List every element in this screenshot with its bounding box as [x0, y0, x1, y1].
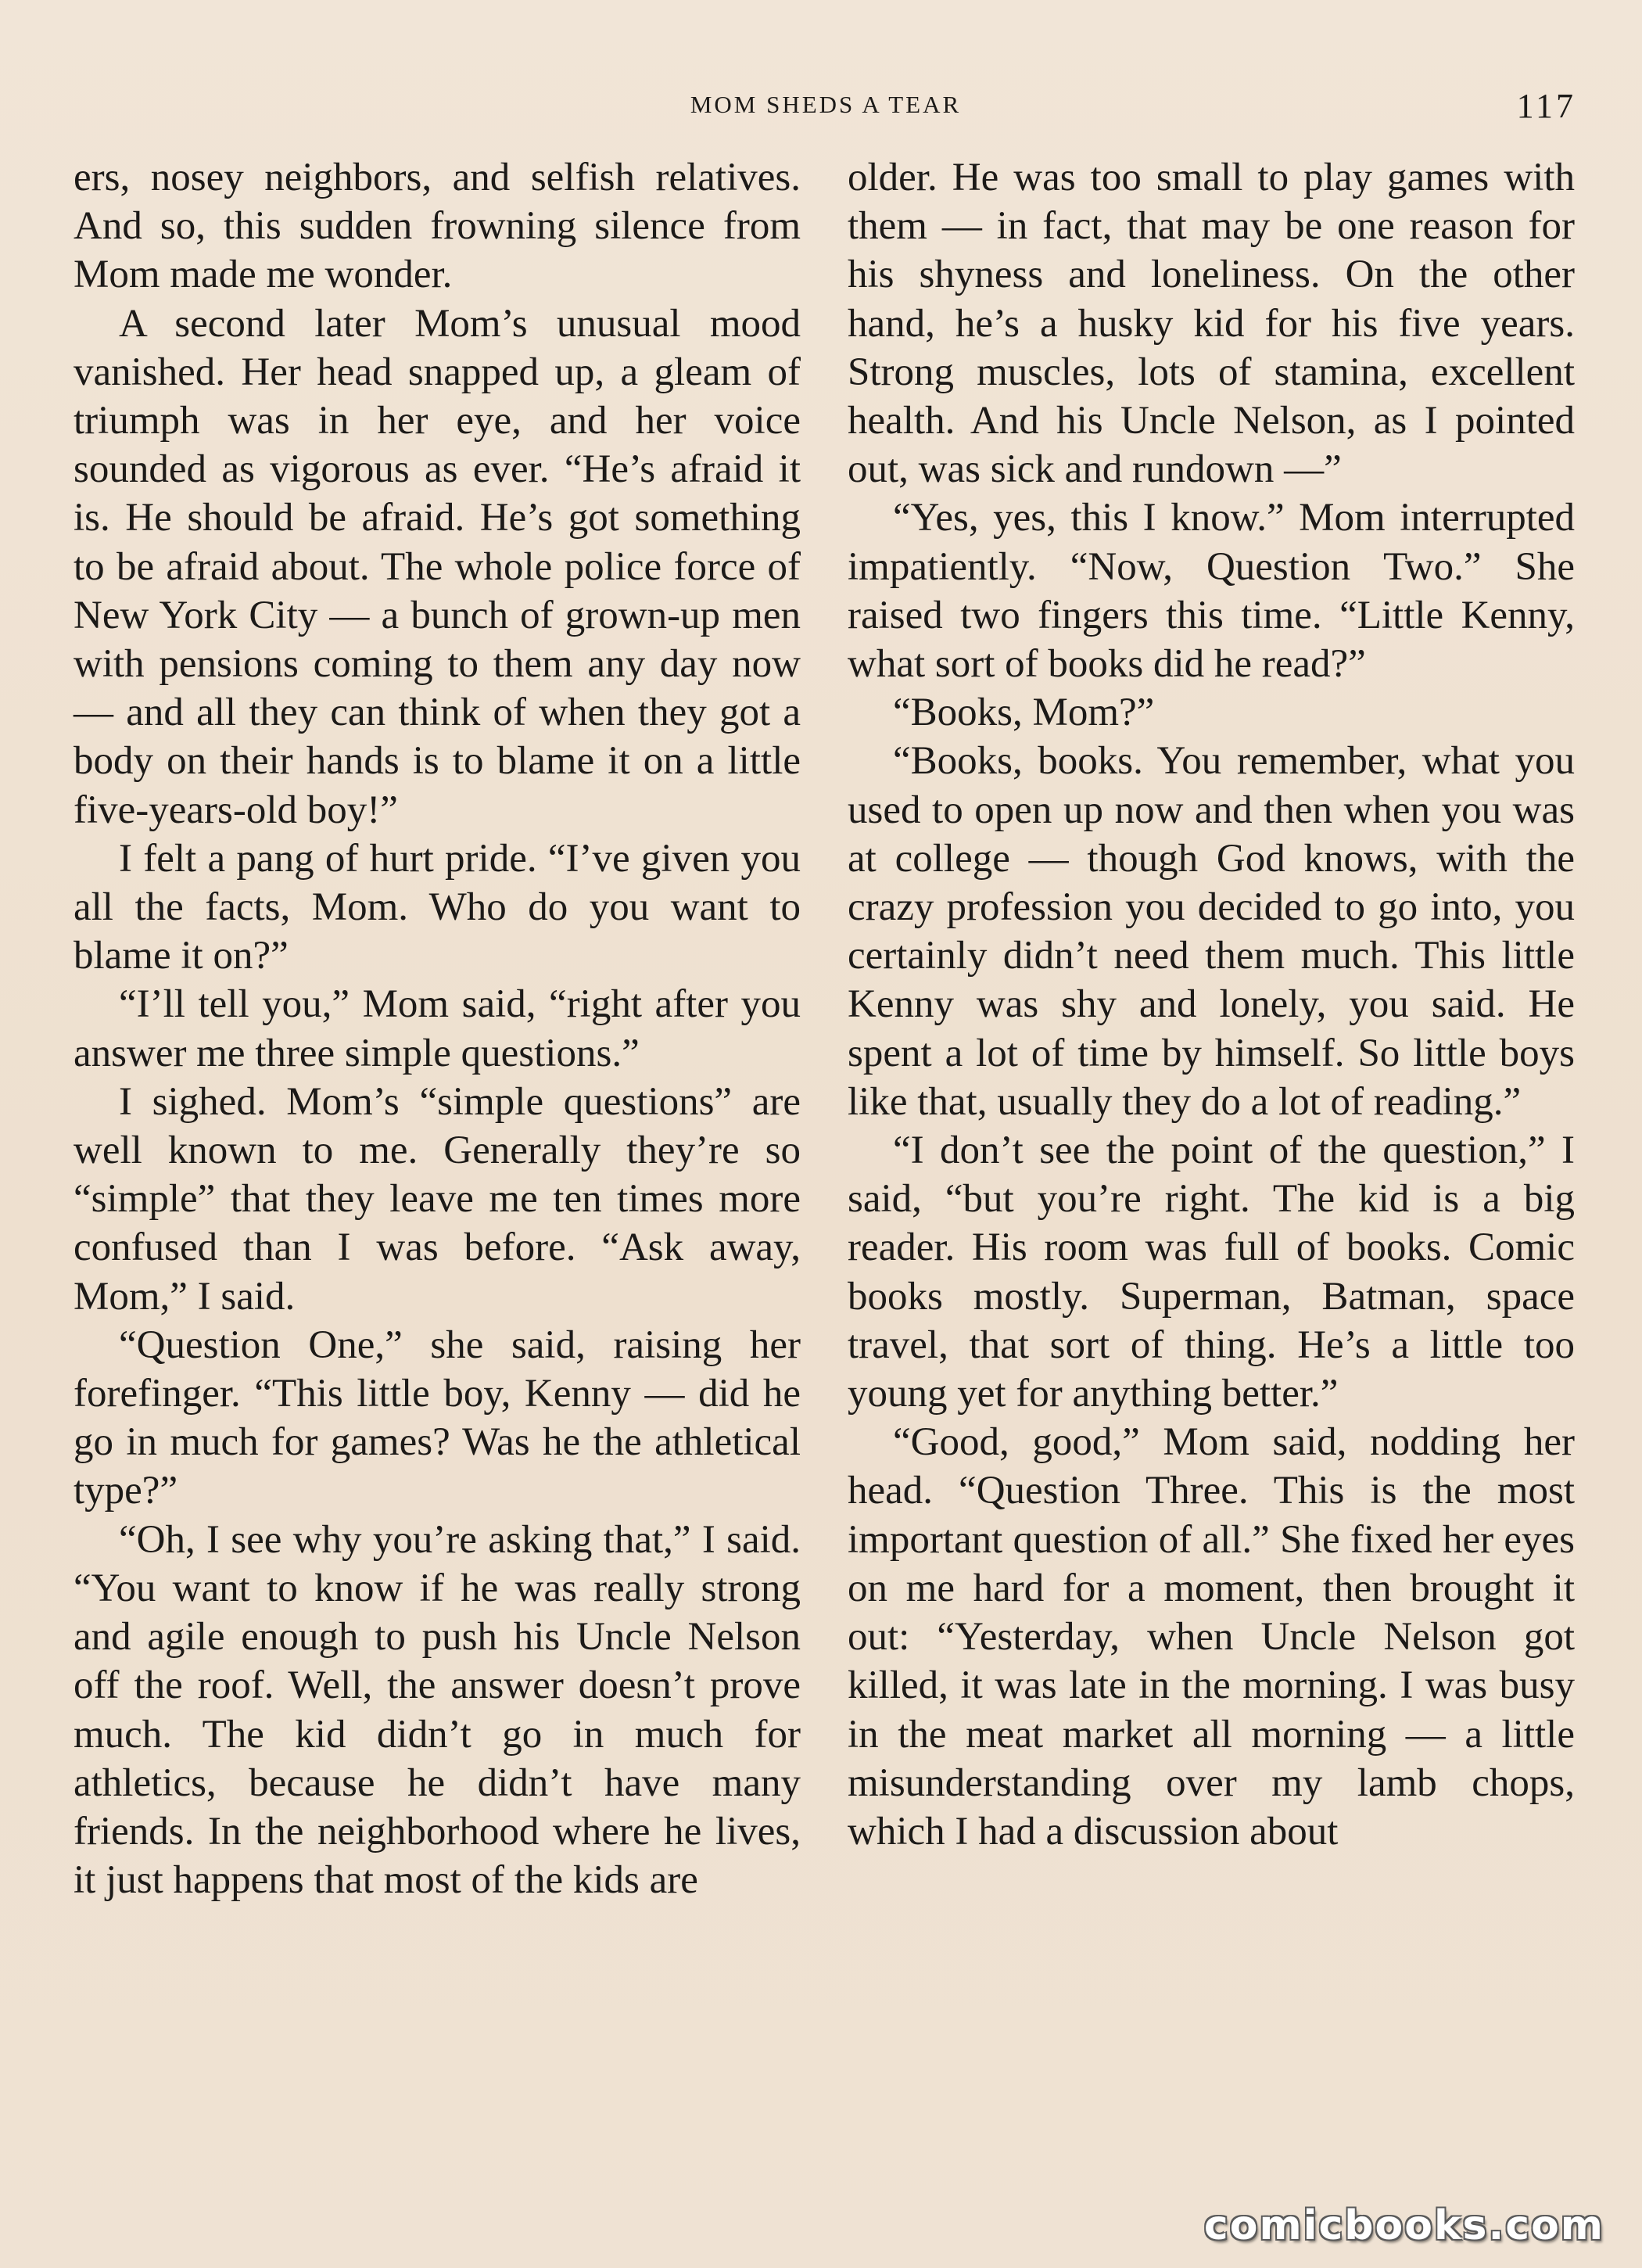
- paragraph: A second later Mom’s unusual mood vanished. Her head snapped up, a gleam of triumph was in her eye, and her voice sounded as vigorous as ever. “He’s afraid it is. He should be afraid. He’s got something to be afraid about. The whole police force of New York City — a bunch of grown-up men with pensions coming to them any day now — and all they can think of when they got a body on their hands is to blame it on a little five-years-old boy!”: [73, 301, 801, 832]
- paragraph: I sighed. Mom’s “simple questions” are well known to me. Generally they’re so “simple” that they leave me ten times more confused than I was before. “Ask away, Mom,” I said.: [73, 1079, 801, 1319]
- page-header: [75, 86, 1576, 133]
- left-column: [73, 153, 801, 1904]
- running-head: MOM SHEDS A TEAR: [690, 91, 962, 118]
- paragraph: “I don’t see the point of the question,” I said, “but you’re right. The kid is a big reader. His room was full of books. Comic books mostly. Superman, Batman, space travel, that sort of thing. He’s a little too young yet for anything better.”: [848, 1129, 1575, 1416]
- paragraph: “Question One,” she said, raising her forefinger. “This little boy, Kenny — did he go in much for games? Was he the athletical type?”: [73, 1322, 801, 1513]
- paragraph: “Books, Mom?”: [893, 691, 1155, 735]
- paragraph: “Good, good,” Mom said, nodding her head. “Question Three. This is the most important question of all.” She fixed her eyes on me hard for a moment, then brought it out: “Yesterday, when Uncle Nelson got killed, it was late in the morning. I was busy in the meat market all morning — a little misunderstanding over my lamb chops, which I had a discussion about: [848, 1420, 1575, 1854]
- page-number: 117: [1516, 87, 1576, 125]
- paragraph: “Books, books. You remember, what you used to open up now and then when you was at college — though God knows, with the crazy profession you decided to go into, you certainly didn’t need them much. This little Kenny was shy and lonely, you said. He spent a lot of time by himself. So little boys like that, usually they do a lot of reading.”: [848, 739, 1575, 1124]
- paragraph: I felt a pang of hurt pride. “I’ve given you all the facts, Mom. Who do you want to blame it on?”: [73, 836, 801, 978]
- paragraph: “Oh, I see why you’re asking that,” I said. “You want to know if he was really strong and agile enough to push his Uncle Nelson off the roof. Well, the answer doesn’t prove much. The kid didn’t go in much for athletics, because he didn’t have many friends. In the neighborhood where he lives, it just happens that most of the kids are: [73, 1517, 801, 1903]
- watermark: comicbooks.com: [1203, 2202, 1604, 2249]
- text-columns: [73, 153, 1575, 1904]
- paragraph: ers, nosey neighbors, and selfish relatives. And so, this sudden frowning silence from Mom made me wonder.: [73, 156, 801, 297]
- paragraph: “I’ll tell you,” Mom said, “right after you answer me three simple questions.”: [73, 982, 801, 1075]
- paragraph: “Yes, yes, this I know.” Mom interrupted impatiently. “Now, Question Two.” She raised two fingers this time. “Little Kenny, what sort of books did he read?”: [848, 496, 1575, 687]
- right-column: [848, 153, 1575, 1904]
- paragraph: older. He was too small to play games with them — in fact, that may be one reason for his shyness and loneliness. On the other hand, he’s a husky kid for his five years. Strong muscles, lots of stamina, excellent health. And his Uncle Nelson, as I pointed out, was sick and rundown —”: [848, 156, 1575, 492]
